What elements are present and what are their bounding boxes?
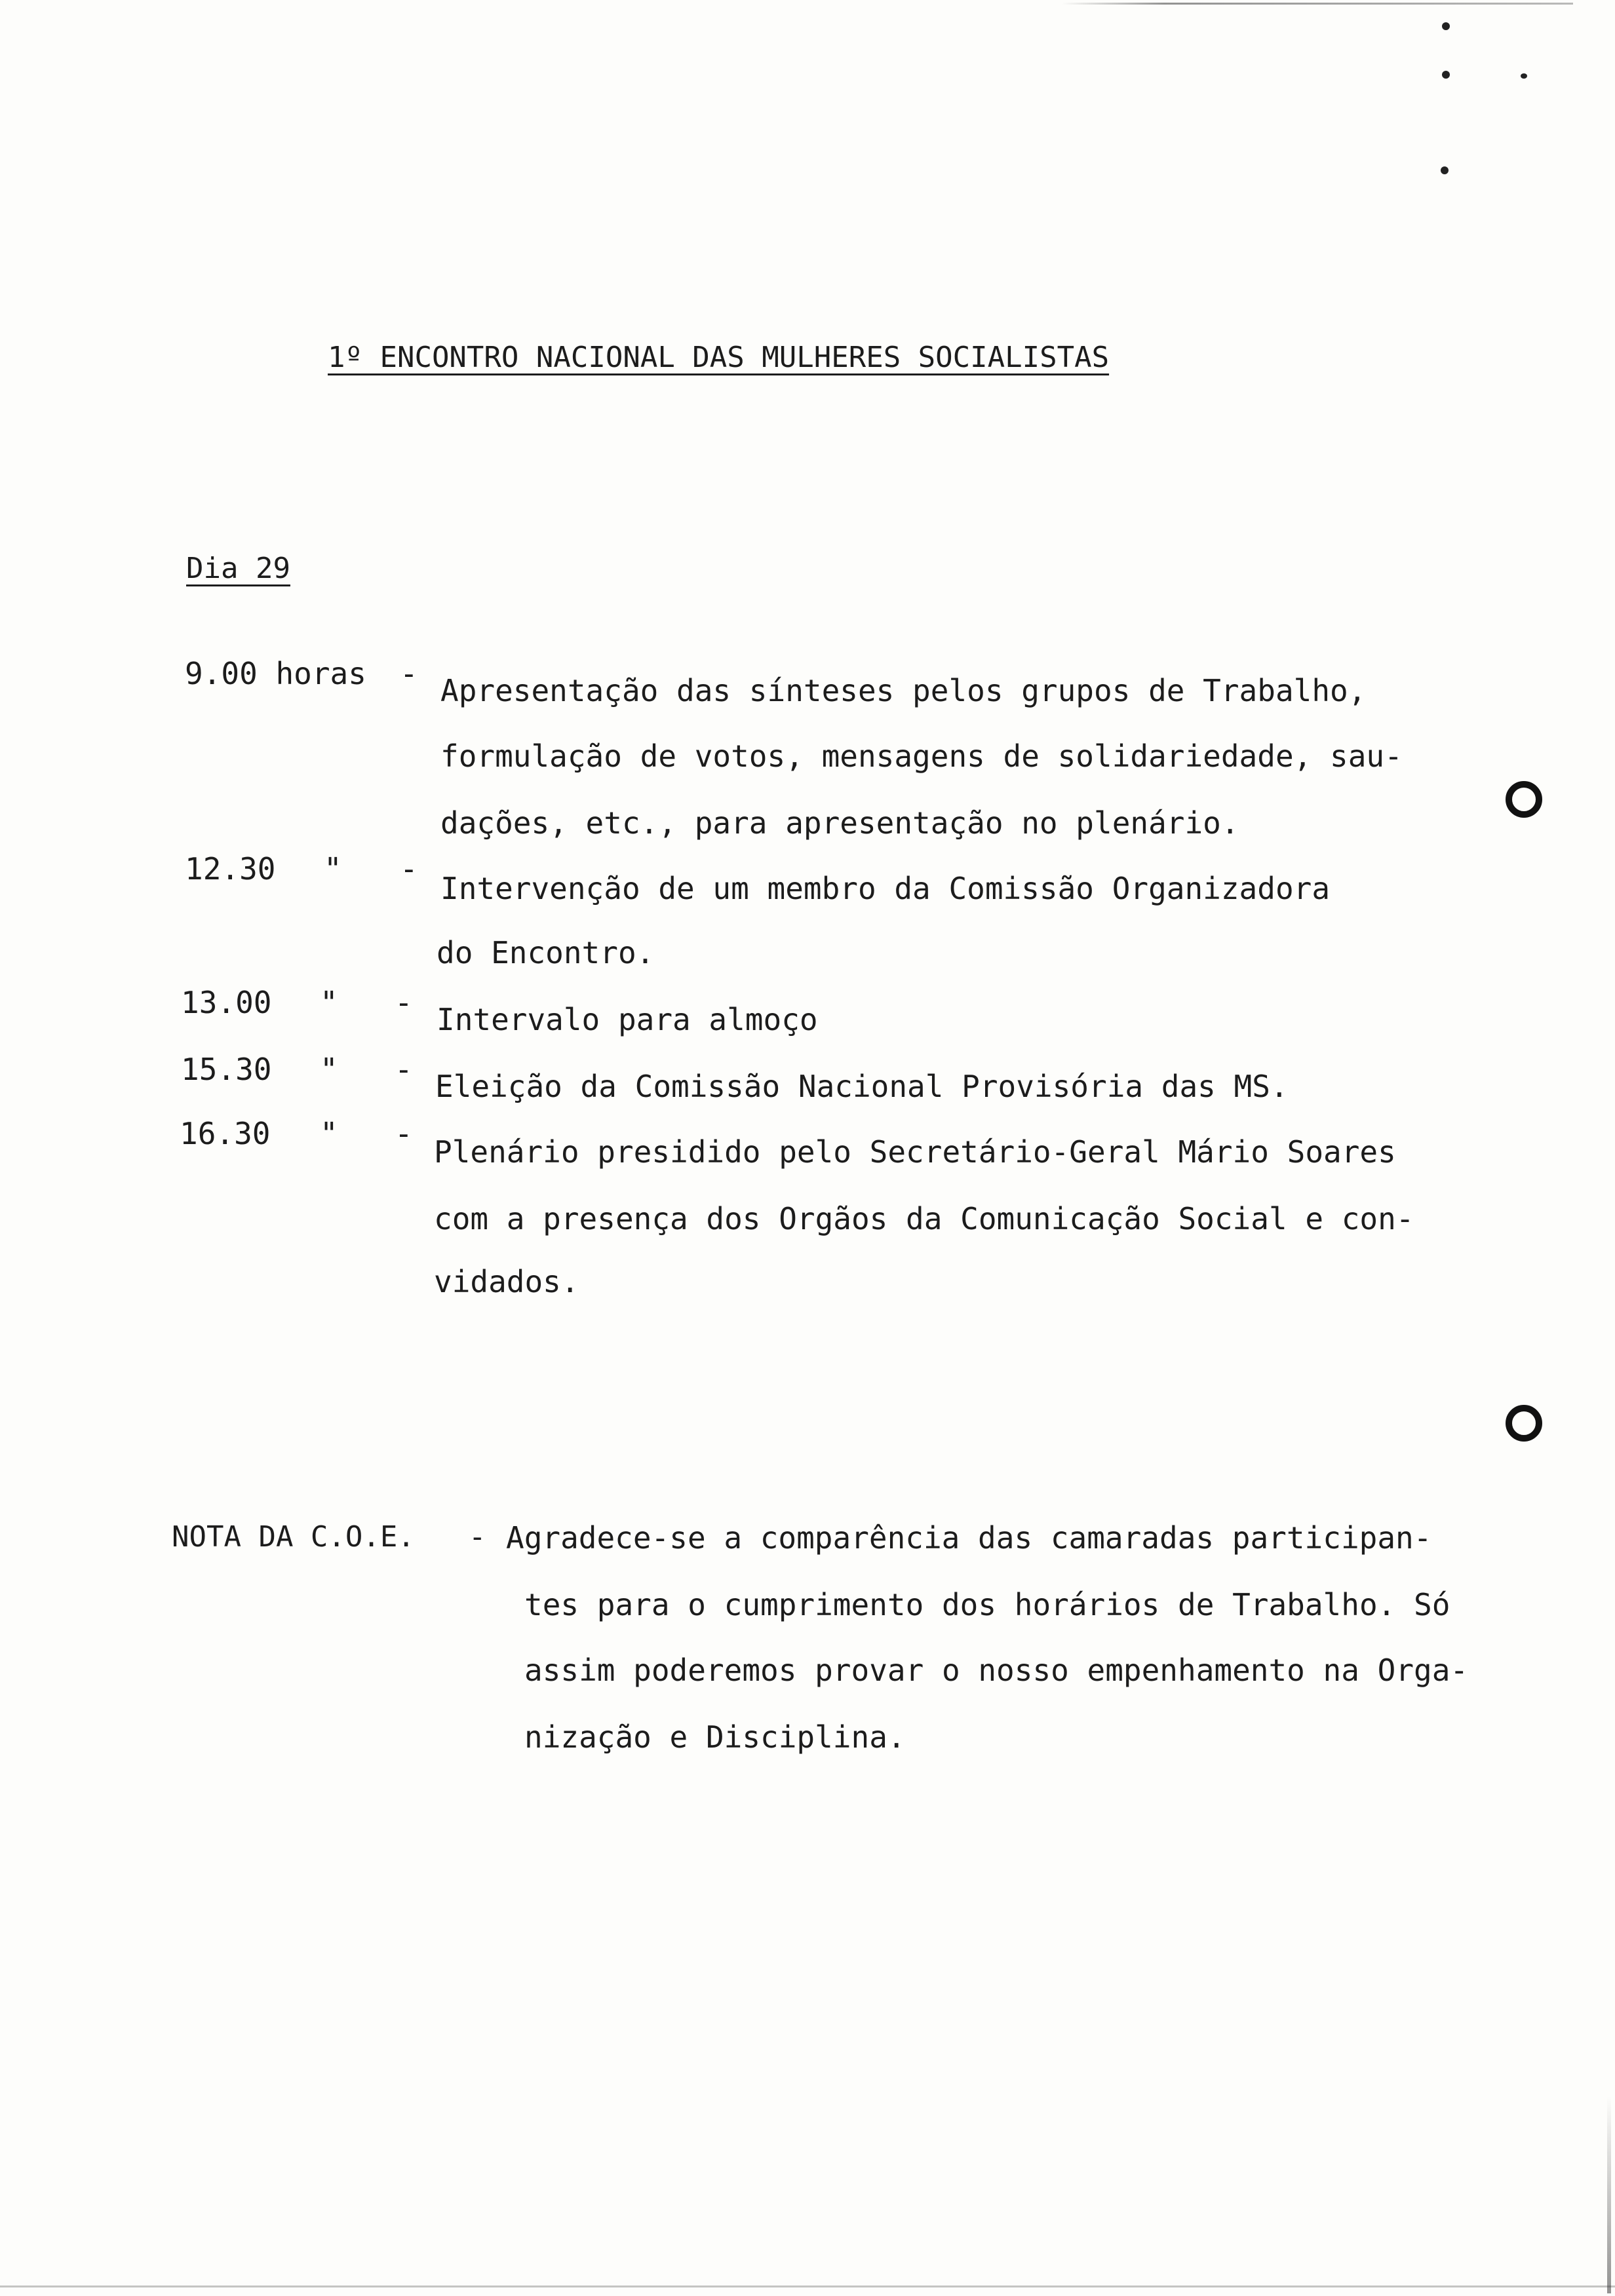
scan-mark (1441, 166, 1449, 174)
schedule-time: 12.30 (185, 851, 276, 887)
scan-edge-bottom (0, 2286, 1615, 2287)
punch-hole-top (1506, 781, 1542, 818)
note-line: nização e Disciplina. (524, 1719, 906, 1755)
schedule-line: Intervalo para almoço (437, 1002, 818, 1037)
schedule-ditto: " (324, 851, 342, 887)
schedule-time: 15.30 (181, 1052, 272, 1087)
schedule-line: Plenário presidido pelo Secretário-Geral Mário Soares (434, 1134, 1396, 1170)
schedule-time: 9.00 horas (185, 656, 366, 691)
scan-edge-top (1062, 3, 1573, 5)
document-title: 1º ENCONTRO NACIONAL DAS MULHERES SOCIALISTAS (328, 341, 1110, 374)
schedule-line: com a presença dos Orgãos da Comunicação Social e con- (434, 1201, 1414, 1236)
schedule-dash: - (395, 1052, 413, 1087)
note-line: Agradece-se a comparência das camaradas participan- (506, 1520, 1432, 1556)
note-line: tes para o cumprimento dos horários de Trabalho. Só (524, 1587, 1450, 1622)
schedule-dash: - (395, 1116, 413, 1151)
schedule-time: 13.00 (181, 985, 272, 1020)
schedule-dash: - (395, 985, 413, 1020)
schedule-line: Apresentação das sínteses pelos grupos de Trabalho, (440, 673, 1367, 708)
schedule-line: formulação de votos, mensagens de solidariedade, sau- (440, 738, 1403, 774)
schedule-dash: - (400, 656, 418, 691)
scan-mark (1442, 71, 1450, 79)
note-dash: - (469, 1520, 486, 1554)
schedule-line: vidados. (434, 1264, 579, 1299)
schedule-ditto: " (320, 1116, 338, 1151)
scan-mark (1521, 73, 1527, 79)
schedule-ditto: " (320, 1052, 338, 1087)
schedule-line: dações, etc., para apresentação no plenário. (440, 805, 1239, 841)
schedule-line: Intervenção de um membro da Comissão Organizadora (440, 871, 1331, 906)
schedule-time: 16.30 (180, 1116, 271, 1151)
day-heading: Dia 29 (186, 552, 290, 585)
punch-hole-bottom (1506, 1405, 1542, 1442)
note-label: NOTA DA C.O.E. (172, 1520, 415, 1554)
schedule-line: do Encontro. (437, 935, 655, 970)
scan-edge-right (1607, 2097, 1611, 2293)
scan-mark (1442, 22, 1450, 30)
schedule-dash: - (400, 851, 418, 887)
schedule-line: Eleição da Comissão Nacional Provisória das MS. (435, 1069, 1289, 1104)
schedule-ditto: " (320, 985, 338, 1020)
note-line: assim poderemos provar o nosso empenhamento na Orga- (524, 1653, 1469, 1688)
